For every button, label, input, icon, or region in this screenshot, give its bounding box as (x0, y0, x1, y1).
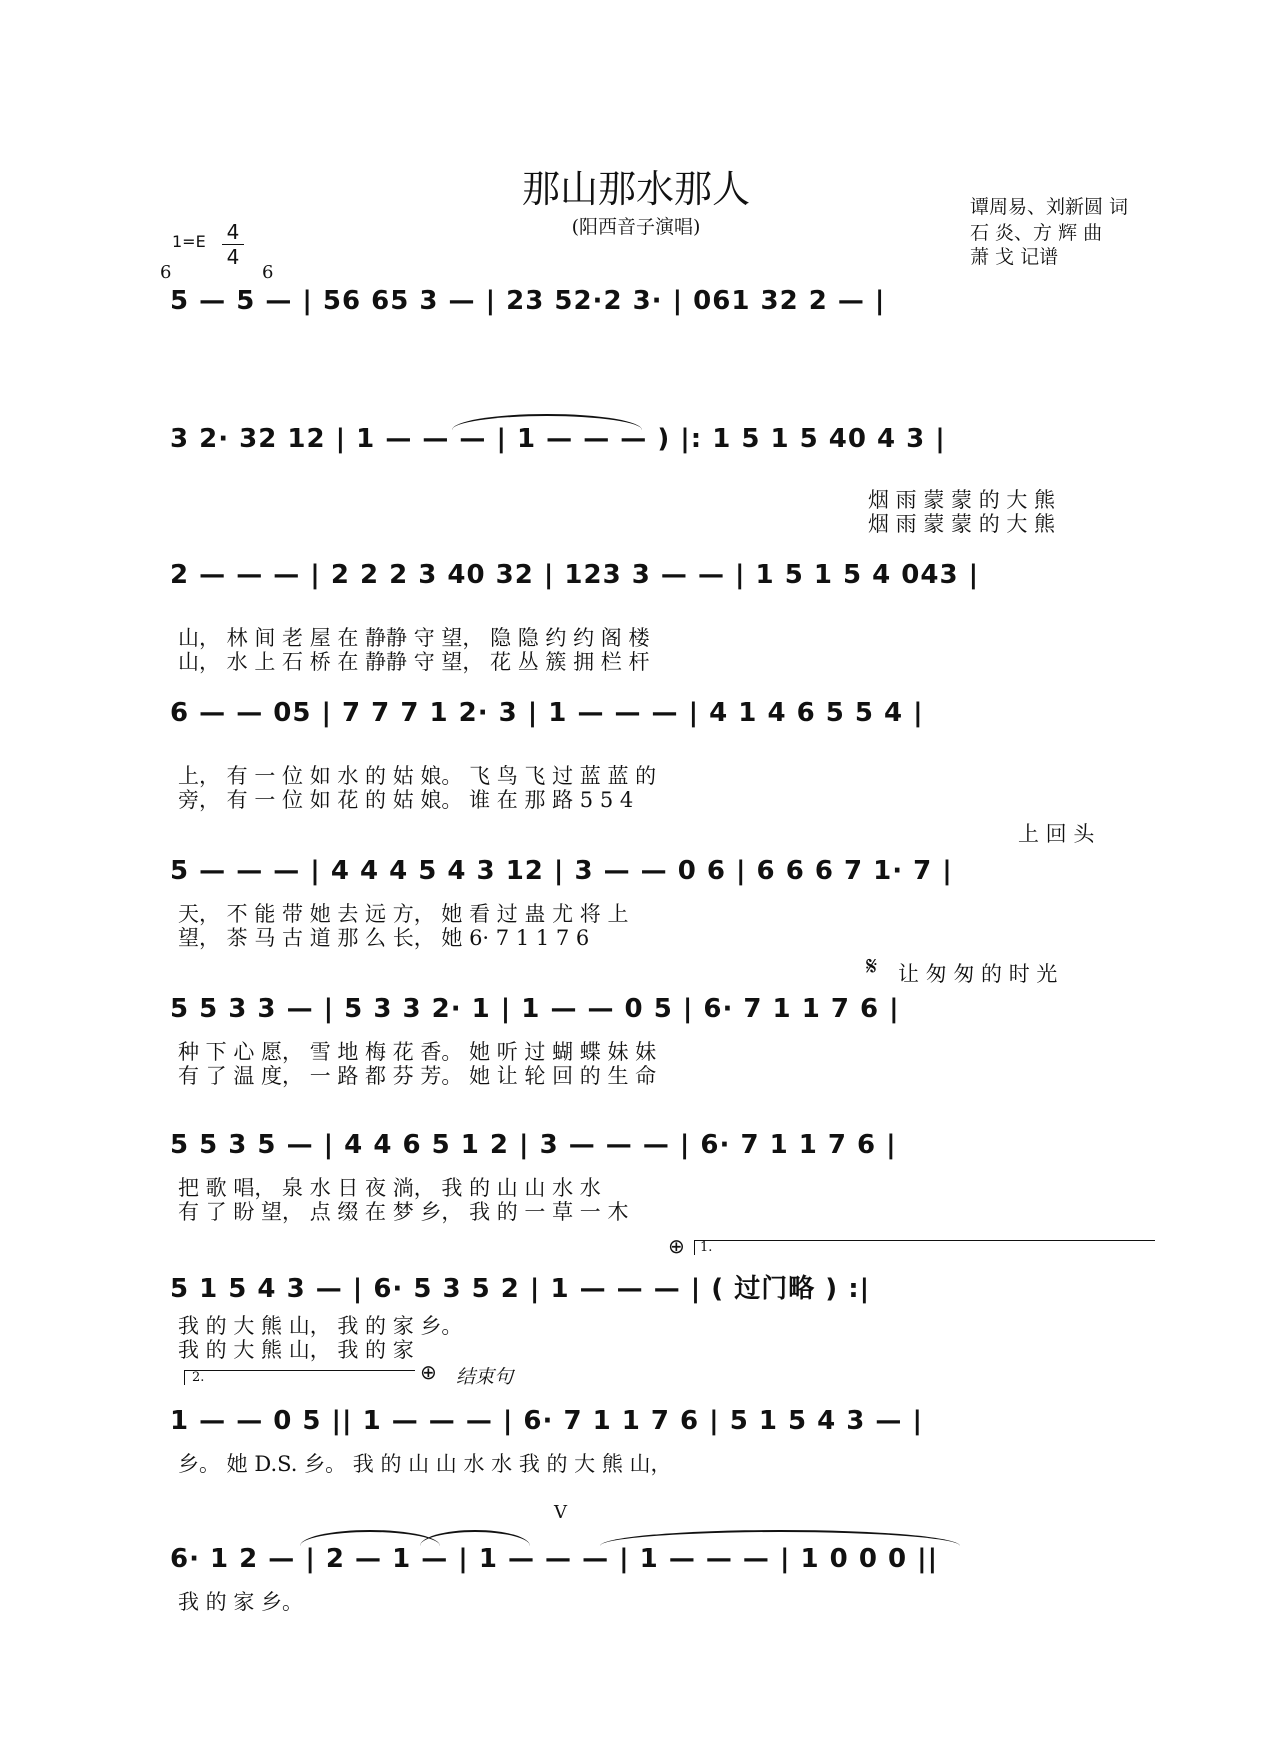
slur (452, 414, 642, 430)
lyrics-line-7-verse-1: 把 歌 唱， 泉 水 日 夜 淌， 我 的 山 山 水 水 (178, 1176, 601, 1200)
composer-credit: 石 炎、方 辉 曲 (970, 222, 1103, 244)
volta-label-1: 1. (700, 1240, 713, 1255)
lyrics-line-4-verse-2: 旁， 有 一 位 如 花 的 姑 娘。 谁 在 那 路 5 5 4 (178, 788, 634, 812)
lyrics-line-5-verse-2: 望， 茶 马 古 道 那 么 长， 她 6· 7 1 1 7 6 (178, 926, 590, 950)
lyrics-line-6-verse-2: 有 了 温 度， 一 路 都 芬 芳。 她 让 轮 回 的 生 命 (178, 1064, 657, 1088)
coda-sign: ⊕ (668, 1234, 685, 1258)
volta-label-2: 2. (192, 1370, 205, 1385)
lyrics-line-7-verse-2: 有 了 盼 望， 点 缀 在 梦 乡， 我 的 一 草 一 木 (178, 1200, 629, 1224)
notes-line-4: 6 — — 05 | 7 7 7 1 2· 3 | 1 — — — | 4 1 4 6 5 5 4 | (170, 698, 924, 728)
notes-line-8: 5 1 5 4 3 — | 6· 5 3 5 2 | 1 — — — | ( 过门略 ) :| (170, 1274, 871, 1304)
time-signature-bottom: 4 (226, 245, 240, 269)
lyrics-line-5-extra: 让 匆 匆 的 时 光 (898, 962, 1058, 986)
staff-line-4 (170, 698, 1160, 754)
notes-line-3: 2 — — — | 2 2 2 3 40 32 | 123 3 — — | 1 5 1 5 4 043 | (170, 560, 980, 590)
notes-line-6: 5 5 3 3 — | 5 3 3 2· 1 | 1 — — 0 5 | 6· 7 1 1 7 6 | (170, 994, 900, 1024)
lyrics-line-3-verse-1: 山， 林 间 老 屋 在 静静 守 望， 隐 隐 约 约 阁 楼 (178, 626, 650, 650)
coda-label: 结束句 (456, 1366, 514, 1388)
notes-line-1: 5 — 5 — | 56 65 3 — | 23 52·2 3· | 061 32 2 — | (170, 286, 886, 316)
staff-line-2 (170, 424, 1160, 480)
grace-note: 6 (262, 262, 274, 283)
lyrics-line-8-verse-2: 我 的 大 熊 山， 我 的 家 (178, 1338, 414, 1362)
breath-mark: V (554, 1502, 567, 1523)
lyrics-line-2-verse-2: 烟 雨 蒙 蒙 的 大 熊 (868, 512, 1056, 536)
notes-line-9: 1 — — 0 5 || 1 — — — | 6· 7 1 1 7 6 | 5 1 5 4 3 — | (170, 1406, 923, 1436)
lyrics-line-8-verse-1: 我 的 大 熊 山， 我 的 家 乡。 (178, 1314, 463, 1338)
song-title: 那山那水那人 (521, 167, 750, 211)
lyrics-line-9: 乡。 她 D.S. 乡。 我 的 山 山 水 水 我 的 大 熊 山， (178, 1452, 672, 1476)
grace-note: 6 (160, 262, 172, 283)
notes-line-2: 3 2· 32 12 | 1 — — — | 1 — — — ) |: 1 5 1 5 40 4 3 | (170, 424, 946, 454)
segno-sign: 𝄋 (866, 952, 878, 982)
notes-line-7: 5 5 3 5 — | 4 4 6 5 1 2 | 3 — — — | 6· 7 1 1 7 6 | (170, 1130, 897, 1160)
time-signature (222, 220, 244, 269)
staff-line-10 (170, 1544, 1160, 1600)
notes-line-5: 5 — — — | 4 4 4 5 4 3 12 | 3 — — 0 6 | 6 6 6 7 1· 7 | (170, 856, 953, 886)
volta-bracket-2 (184, 1370, 415, 1385)
lyrics-line-4-extra: 上 回 头 (1018, 822, 1095, 846)
lyrics-line-10: 我 的 家 乡。 (178, 1590, 304, 1614)
staff-line-1 (170, 286, 1160, 342)
key-signature: 1=E (172, 232, 206, 251)
volta-bracket-1 (694, 1240, 1155, 1255)
lyrics-line-5-verse-1: 天， 不 能 带 她 去 远 方， 她 看 过 蛊 尤 将 上 (178, 902, 629, 926)
lyrics-line-2-verse-1: 烟 雨 蒙 蒙 的 大 熊 (868, 488, 1056, 512)
time-signature-top: 4 (226, 220, 240, 244)
notes-line-10: 6· 1 2 — | 2 — 1 — | 1 — — — | 1 — — — | 1 0 0 0 || (170, 1544, 939, 1574)
lyrics-line-3-verse-2: 山， 水 上 石 桥 在 静静 守 望， 花 丛 簇 拥 栏 杆 (178, 650, 650, 674)
lyricist-credit: 谭周易、刘新圆 词 (970, 196, 1129, 218)
lyrics-line-4-verse-1: 上， 有 一 位 如 水 的 姑 娘。 飞 鸟 飞 过 蓝 蓝 的 (178, 764, 657, 788)
staff-line-3 (170, 560, 1160, 616)
coda-sign: ⊕ (420, 1360, 437, 1384)
lyrics-line-6-verse-1: 种 下 心 愿， 雪 地 梅 花 香。 她 听 过 蝴 蝶 妹 妹 (178, 1040, 657, 1064)
transcriber-credit: 萧 戈 记谱 (970, 246, 1059, 268)
performer-note: (阳西音子演唱) (571, 216, 701, 238)
